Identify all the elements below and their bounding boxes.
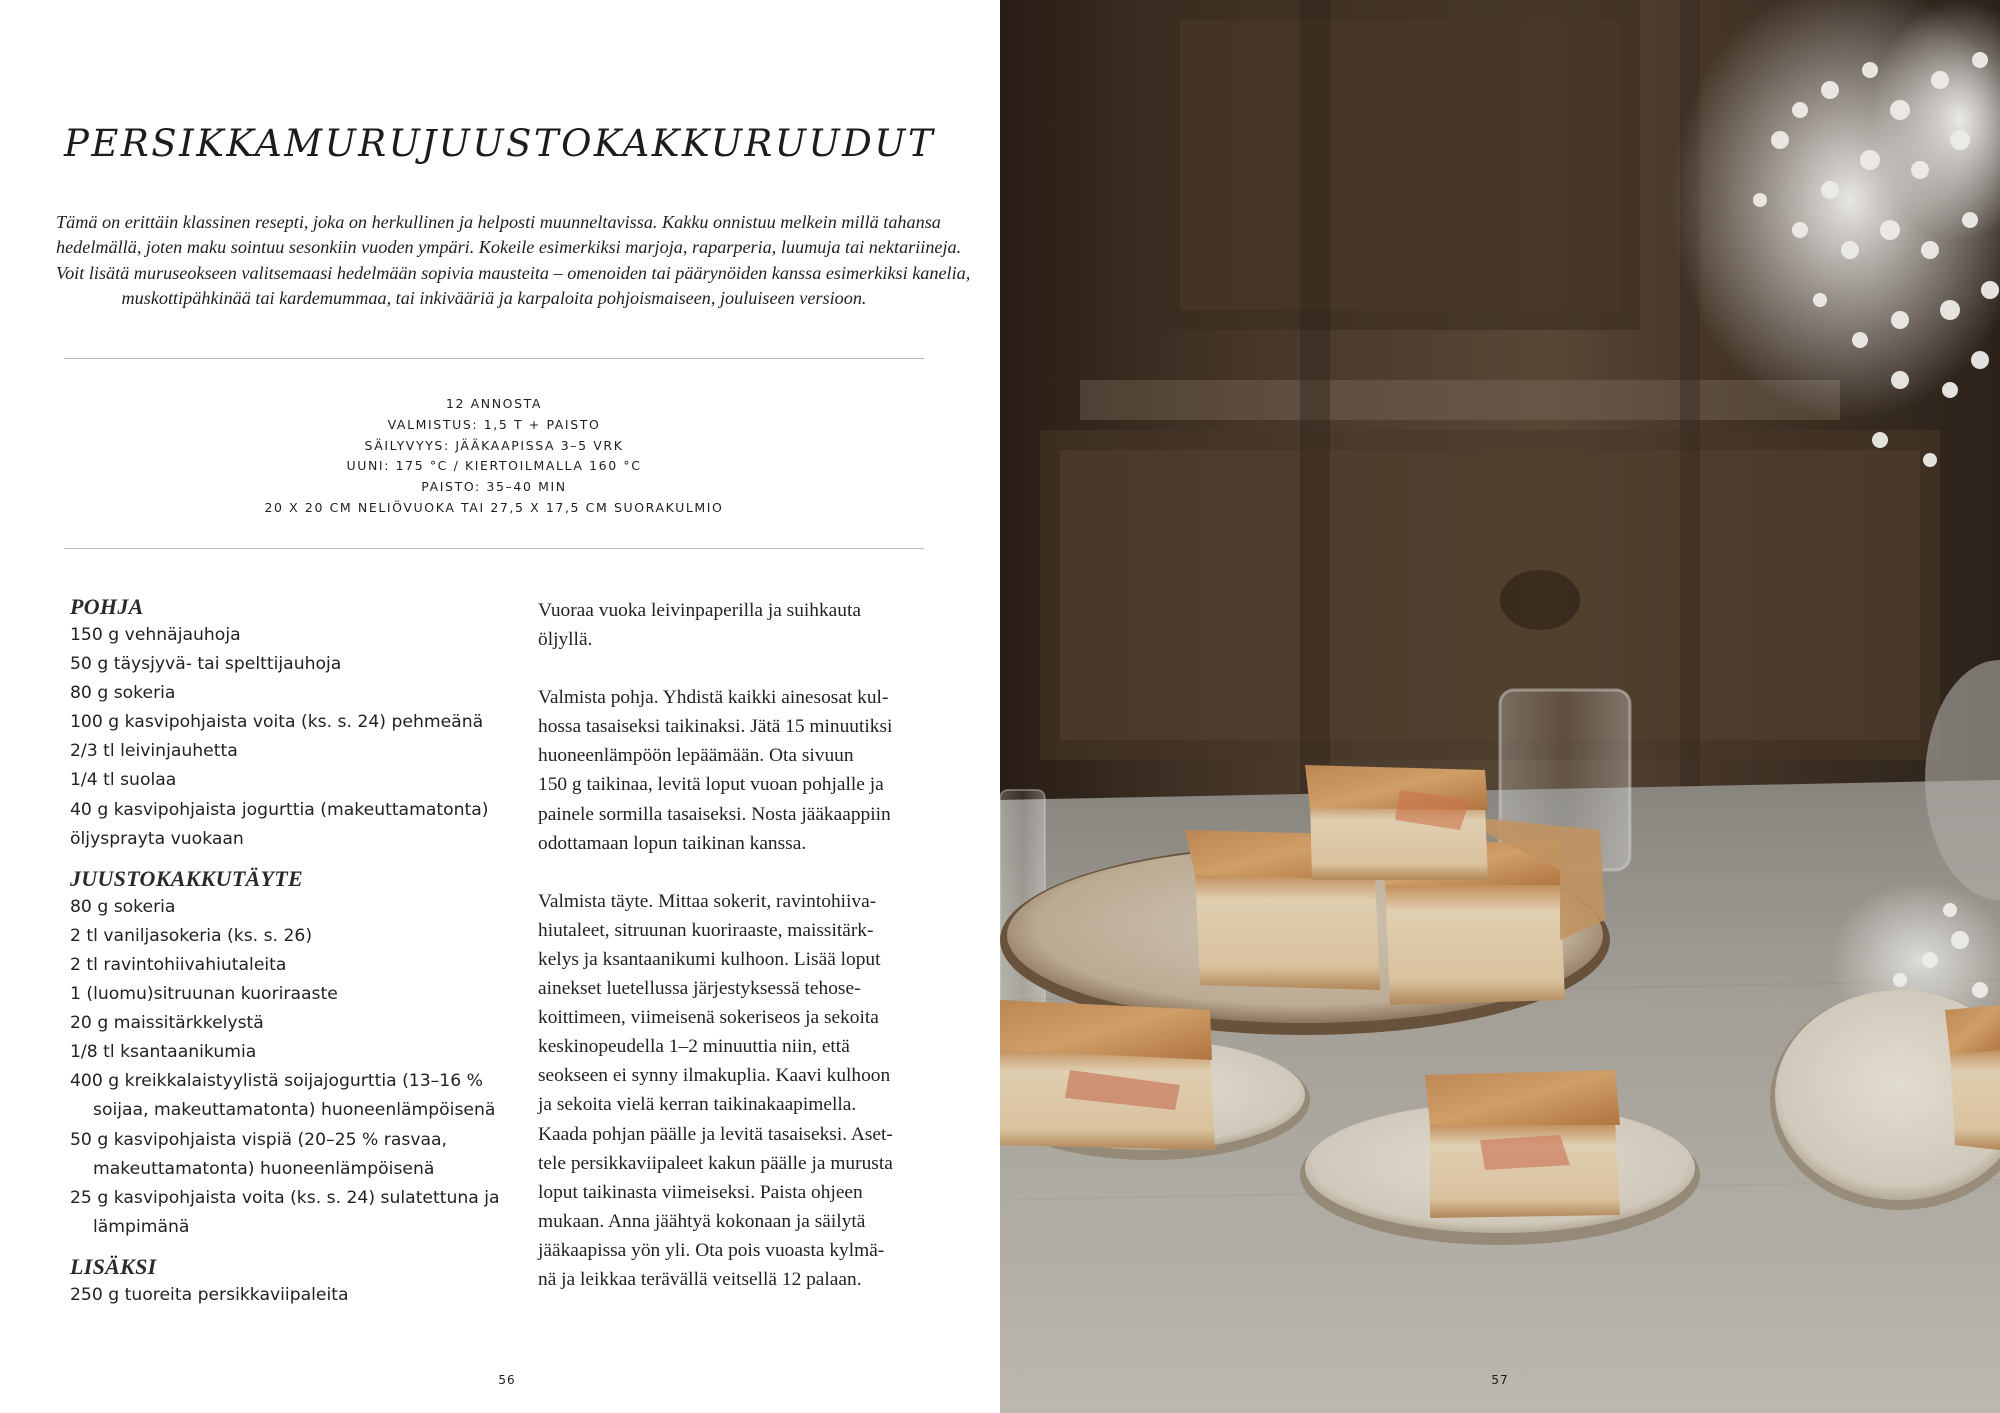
instruction-line: Valmista pohja. Yhdistä kaikki ainesosat kul- [538, 687, 889, 709]
instruction-line: tele persikkaviipaleet kakun päälle ja murusta [538, 1152, 893, 1174]
instruction-line: koittimeen, viimeisenä sokeriseos ja sekoita [538, 1007, 879, 1029]
ingredient-item: 250 g tuoreita persikkaviipaleita [70, 1284, 349, 1305]
ingredient-item: öljysprayta vuokaan [70, 828, 244, 849]
ingredient-item: 2 tl ravintohiivahiutaleita [70, 954, 287, 975]
meta-pan-size: 20 X 20 CM NELIÖVUOKA TAI 27,5 X 17,5 CM SUORAKULMIO [264, 499, 724, 515]
intro-line: Voit lisätä muruseokseen valitsemaasi hedelmään sopivia mausteita – omenoiden tai päärynöiden kanssa esimerkiksi kanelia, [56, 262, 971, 283]
instruction-line: painele sormilla tasaiseksi. Nosta jääkaappiin [538, 803, 891, 825]
ingredients-column [70, 592, 520, 1310]
meta-prep-time: VALMISTUS: 1,5 T + PAISTO [387, 416, 601, 432]
ingredient-item: 100 g kasvipohjaista voita (ks. s. 24) pehmeänä [70, 712, 484, 733]
instruction-line: hiutaleet, sitruunan kuoriraaste, maissitärk- [538, 919, 874, 941]
ingredient-item: 1/4 tl suolaa [70, 770, 177, 791]
recipe-title: PERSIKKAMURUJUUSTOKAKKURUUDUT [64, 122, 936, 165]
instruction-line: mukaan. Anna jäähtyä kokonaan ja säilytä [538, 1210, 866, 1232]
meta-servings: 12 ANNOSTA [445, 396, 543, 411]
instruction-line: ainekset luetellussa järjestyksessä tehose- [538, 978, 861, 1000]
intro-line: muskottipähkinää tai kardemummaa, tai inkivääriä ja karpaloita pohjoismaiseen, jouluiseen versioon. [121, 288, 867, 309]
instruction-line: keskinopeudella 1–2 minuuttia niin, että [538, 1036, 850, 1058]
divider-top [64, 358, 924, 359]
instruction-line: seokseen ei synny ilmakuplia. Kaavi kulhoon [538, 1065, 891, 1087]
instruction-line: loput taikinasta viimeiseksi. Paista ohjeen [538, 1181, 863, 1203]
recipe-intro [56, 210, 971, 312]
instruction-line: Valmista täyte. Mittaa sokerit, ravintohiiva- [538, 890, 877, 912]
ingredient-item: 25 g kasvipohjaista voita (ks. s. 24) sulatettuna ja lämpimänä [70, 1187, 500, 1237]
ingredient-item: 400 g kreikkalaistyylistä soijajogurttia (13–16 % soijaa, makeuttamatonta) huoneenlämpöisenä [70, 1071, 496, 1121]
ingredient-list-pohja [70, 621, 520, 854]
meta-storage: SÄILYVYYS: JÄÄKAAPISSA 3–5 VRK [364, 437, 624, 453]
intro-line: hedelmällä, joten maku sointuu sesonkiin vuoden ympäri. Kokeile esimerkiksi marjoja, raparperia, luumuja tai nektariineja. [56, 237, 962, 258]
instruction-line: odottamaan lopun taikinan kanssa. [538, 832, 807, 854]
ingredient-list-juustokakkutayte [70, 893, 520, 1242]
section-heading-lisaksi: LISÄKSI [70, 1253, 157, 1279]
ingredient-item: 2/3 tl leivinjauhetta [70, 741, 238, 762]
ingredient-item: 40 g kasvipohjaista jogurttia (makeuttamatonta) [70, 799, 489, 820]
instructions-column [538, 596, 933, 1323]
ingredient-item: 1 (luomu)sitruunan kuoriraaste [70, 984, 338, 1005]
instruction-line: Vuoraa vuoka leivinpaperilla ja suihkauta [538, 600, 861, 621]
page-number-left: 56 [498, 1373, 516, 1387]
section-heading-juustokakkutayte: JUUSTOKAKKUTÄYTE [70, 865, 303, 891]
instruction-paragraph [538, 887, 933, 1294]
ingredient-list-lisaksi [70, 1281, 520, 1310]
instruction-line: öljyllä. [538, 629, 593, 651]
meta-bake-time: PAISTO: 35–40 MIN [421, 479, 567, 495]
cheesecake-bars-photo [1000, 0, 2000, 1413]
instruction-line: 150 g taikinaa, levitä loput vuoan pohjalle ja [538, 774, 884, 796]
right-page-photo [1000, 0, 2000, 1413]
instruction-line: huoneenlämpöön lepäämään. Ota sivuun [538, 745, 854, 767]
ingredient-item: 80 g sokeria [70, 896, 176, 917]
intro-line: Tämä on erittäin klassinen resepti, joka on herkullinen ja helposti muunneltavissa. Kakku onnistuu melkein millä tahansa [56, 212, 941, 232]
instruction-line: jääkaapissa yön yli. Ota pois vuoasta kylmä- [538, 1239, 885, 1261]
instruction-paragraph [538, 596, 933, 654]
ingredient-item: 80 g sokeria [70, 683, 176, 704]
ingredient-item: 2 tl vaniljasokeria (ks. s. 26) [70, 925, 313, 946]
ingredient-item: 150 g vehnäjauhoja [70, 625, 241, 645]
instruction-line: nä ja leikkaa terävällä veitsellä 12 palaan. [538, 1268, 862, 1290]
ingredient-item: 50 g täysjyvä- tai spelttijauhoja [70, 654, 342, 675]
instruction-line: ja sekoita vielä kerran taikinakaapimella. [538, 1094, 857, 1116]
page-number-right: 57 [1491, 1373, 1509, 1387]
instruction-line: Kaada pohjan päälle ja levitä tasaiseksi. Aset- [538, 1123, 893, 1145]
ingredient-item: 20 g maissitärkkelystä [70, 1013, 264, 1034]
instruction-paragraph [538, 683, 933, 858]
meta-oven: UUNI: 175 °C / KIERTOILMALLA 160 °C [346, 458, 642, 474]
section-heading-pohja: POHJA [70, 594, 144, 619]
ingredient-item: 1/8 tl ksantaanikumia [70, 1042, 257, 1063]
ingredient-item: 50 g kasvipohjaista vispiä (20–25 % rasvaa, makeuttamatonta) huoneenlämpöisenä [70, 1129, 448, 1179]
divider-bottom [64, 548, 924, 549]
instruction-line: hossa tasaiseksi taikinaksi. Jätä 15 minuutiksi [538, 716, 893, 738]
instruction-line: kelys ja ksantaanikumi kulhoon. Lisää loput [538, 948, 881, 970]
recipe-meta [64, 394, 924, 519]
